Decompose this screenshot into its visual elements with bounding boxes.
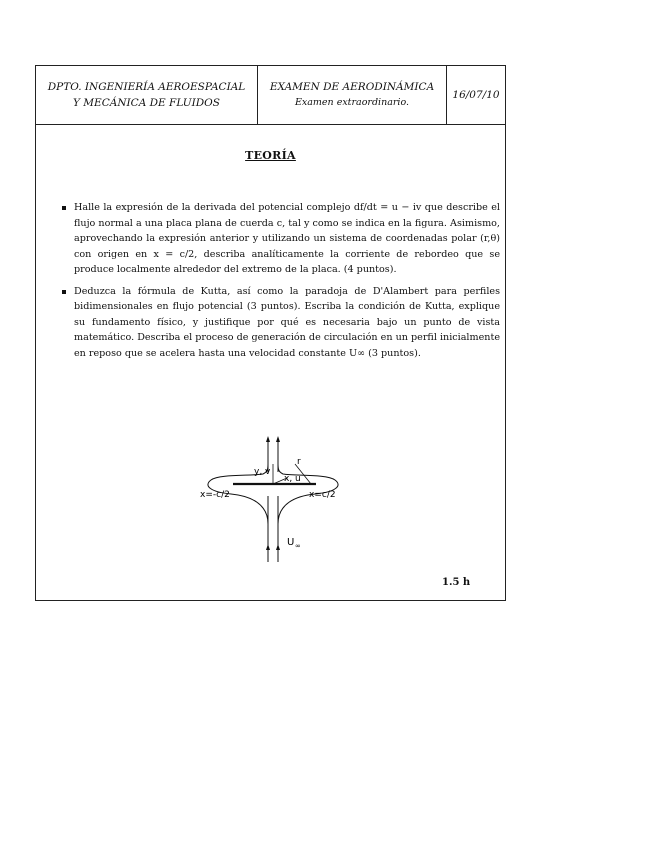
- arrow-up-icon: [266, 544, 270, 550]
- arrow-up-icon: [266, 436, 270, 442]
- exam-title-cell: [258, 66, 447, 124]
- date-cell: [447, 66, 505, 124]
- question-list: [58, 200, 500, 367]
- question-text: Deduzca la fórmula de Kutta, así como la paradoja de D'Alambert para perfiles bidimensionales en flujo potencial (3 puntos). Escriba la condición de Kutta, explique su fundamento físico, y justifique por qué es necesaria bajo un punto de vista matemático. Describa el proceso de generación de circulación en un perfil inicialmente en reposo que se acelera hasta una velocidad constante U∞ (3 puntos).: [74, 285, 500, 359]
- label-x-axis: x, u: [284, 474, 301, 484]
- flat-plate-figure: [191, 434, 351, 564]
- exam-header: [36, 66, 505, 125]
- department-line-2: Y MECÁNICA DE FLUIDOS: [73, 97, 220, 109]
- exam-duration: 1.5 h: [442, 577, 471, 588]
- arrow-up-icon: [276, 544, 280, 550]
- bullet-icon: [62, 206, 66, 210]
- label-freestream: U: [287, 537, 295, 548]
- exam-subtitle: Examen extraordinario.: [294, 97, 410, 108]
- label-radius: r: [297, 457, 301, 467]
- label-left-edge: x=-c/2: [200, 490, 230, 500]
- exam-title: EXAMEN DE AERODINÁMICA: [269, 81, 435, 93]
- bullet-icon: [62, 290, 66, 294]
- question-item: [58, 284, 500, 362]
- exam-sheet: [35, 65, 506, 601]
- question-text: Halle la expresión de la derivada del potencial complejo df/dt = u − iv que describe el flujo normal a una placa plana de cuerda c, tal y como se indica en la figura. Asimismo, aprovechando la expresión anterior y utilizando un sistema de coordenadas polar (r,θ) con origen en x = c/2, describa analíticamente la corriente de rebordeo que se produce localmente alrededor del extremo de la placa. (4 puntos).: [74, 202, 500, 275]
- label-right-edge: x=c/2: [309, 490, 336, 500]
- department-line-1: DPTO. INGENIERÍA AEROESPACIAL: [47, 81, 246, 93]
- label-freestream-subscript: ∞: [295, 542, 301, 550]
- exam-date: 16/07/10: [452, 89, 500, 101]
- department-cell: [36, 66, 258, 124]
- flow-diagram: [191, 434, 351, 564]
- question-item: [58, 200, 500, 278]
- arrow-up-icon: [276, 436, 280, 442]
- section-title: TEORÍA: [245, 149, 296, 162]
- label-y-axis: y, v: [254, 467, 271, 477]
